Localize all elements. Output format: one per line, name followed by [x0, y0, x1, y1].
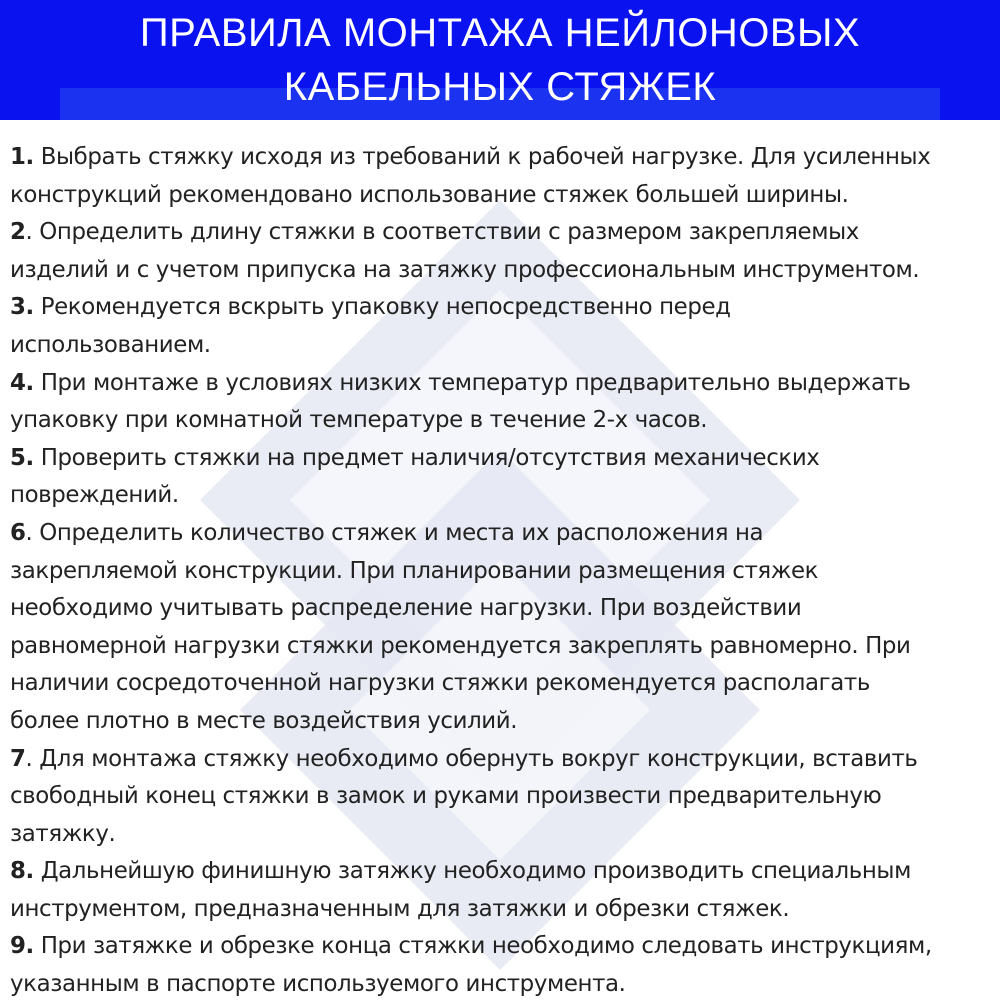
rule-line: [10, 139, 995, 177]
rule-number: 9.: [10, 933, 34, 960]
rule-text: изделий и с учетом припуска на затяжку профессиональным инструментом.: [10, 256, 920, 283]
rule-number: 6: [10, 519, 26, 546]
rule-text: . Определить длину стяжки в соответствии с размером закрепляемых: [25, 219, 859, 246]
rule-line: [10, 365, 995, 403]
rule-number: 3.: [10, 294, 34, 321]
rule-number: 7: [10, 745, 26, 772]
rule-text: закрепляемой конструкции. При планировании размещения стяжек: [10, 557, 819, 584]
rule-line: [10, 214, 995, 252]
header-banner: [0, 0, 1000, 120]
rule-text: Дальнейшую финишную затяжку необходимо производить специальным: [33, 858, 911, 885]
rule-text: . Для монтажа стяжку необходимо обернуть вокруг конструкции, вставить: [25, 745, 918, 772]
rule-item-6: [10, 515, 1000, 741]
rule-text: наличии сосредоточенной нагрузки стяжки рекомендуется располагать: [10, 670, 870, 697]
rule-text: свободный конец стяжки в замок и руками произвести предварительную: [10, 783, 882, 810]
rule-text: указанным в паспорте используемого инструмента.: [10, 971, 626, 998]
rule-line: [10, 741, 995, 779]
rule-text: равномерной нагрузки стяжки рекомендуется закреплять равномерно. При: [10, 632, 911, 659]
rule-number: 8.: [10, 858, 34, 885]
rule-text: При затяжке и обрезке конца стяжки необходимо следовать инструкциям,: [33, 933, 932, 960]
rule-line: [10, 440, 995, 478]
rule-line: [10, 515, 995, 553]
rule-text: . Определить количество стяжек и места их расположения на: [25, 519, 764, 546]
rule-text: инструментом, предназначенным для затяжки и обрезки стяжек.: [10, 895, 790, 922]
rule-text: повреждений.: [10, 482, 179, 509]
rule-item-8: [10, 853, 1000, 928]
rule-text: более плотно в месте воздействия усилий.: [10, 707, 518, 734]
rule-number: 2: [10, 219, 26, 246]
rule-item-7: [10, 741, 1000, 854]
page-title-line-2: КАБЕЛЬНЫХ СТЯЖЕК: [283, 65, 717, 109]
rule-number: 4.: [10, 369, 34, 396]
page-title-line-1: ПРАВИЛА МОНТАЖА НЕЙЛОНОВЫХ: [139, 11, 861, 55]
rule-text: конструкций рекомендовано использование стяжек большей ширины.: [10, 181, 849, 208]
rule-line: [10, 853, 995, 891]
rule-text: необходимо учитывать распределение нагрузки. При воздействии: [10, 595, 802, 622]
rule-line: [10, 289, 995, 327]
rule-number: 5.: [10, 444, 34, 471]
rule-item-9: [10, 928, 1000, 1000]
rule-text: Рекомендуется вскрыть упаковку непосредственно перед: [33, 294, 731, 321]
rule-text: упаковку при комнатной температуре в течение 2-х часов.: [10, 407, 708, 434]
rule-item-4: [10, 365, 1000, 440]
rules-list: [10, 139, 1000, 1000]
rule-text: затяжку.: [10, 820, 116, 847]
rule-item-1: [10, 139, 1000, 214]
rule-text: При монтаже в условиях низких температур предварительно выдержать: [33, 369, 911, 396]
rule-line: [10, 928, 995, 966]
rule-item-5: [10, 440, 1000, 515]
rule-text: Выбрать стяжку исходя из требований к рабочей нагрузке. Для усиленных: [33, 144, 931, 170]
rule-item-2: [10, 214, 1000, 289]
rule-number: 1.: [10, 144, 34, 170]
rule-text: использованием.: [10, 331, 211, 358]
rule-item-3: [10, 289, 1000, 364]
rule-text: Проверить стяжки на предмет наличия/отсутствия механических: [33, 444, 820, 471]
